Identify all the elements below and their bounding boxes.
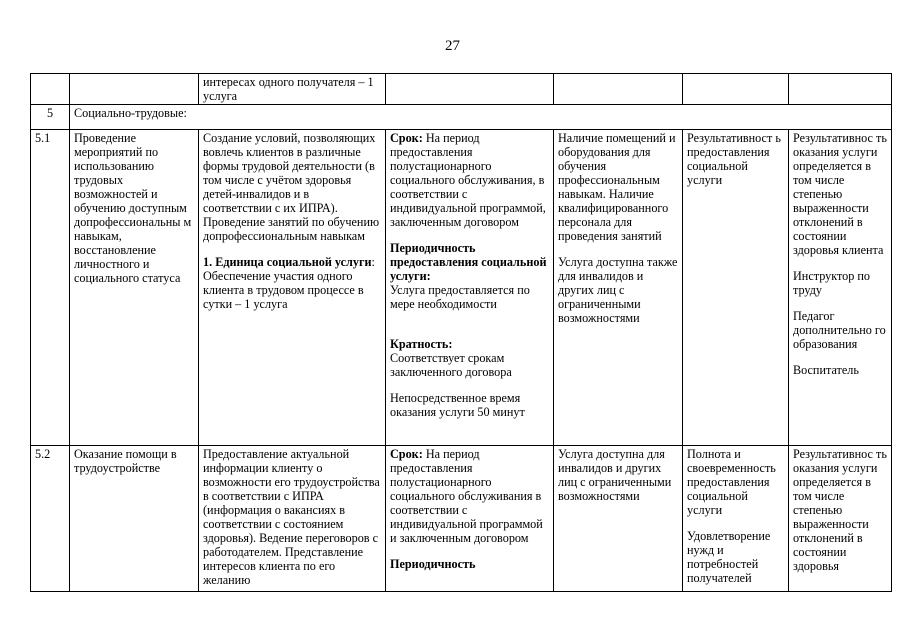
service-conditions [554,130,683,446]
service-terms [386,130,554,446]
service-indicators [683,130,789,446]
service-name-text: Оказание помощи в трудоустройстве [74,447,177,475]
cell-empty [70,74,199,105]
evaluation-3: Педагог дополнительно го образования [793,309,886,351]
indicators-text: Результативност ь предоставления социальной услуги [687,131,781,187]
indicators-2: Удовлетворение нужд и потребностей получателей [687,529,771,585]
row-number: 5.2 [31,446,70,592]
cell-empty [683,74,789,105]
service-indicators [683,446,789,592]
service-name [70,446,199,592]
indicators-1: Полнота и своевременность предоставления социальной услуги [687,447,776,517]
cell-empty [554,74,683,105]
section-title: Социально-трудовые: [70,105,892,130]
cell-empty [789,74,892,105]
evaluation-4: Воспитатель [793,363,859,377]
table-row-continuation [31,74,892,105]
periodicity-text: Услуга предоставляется по мере необходимости [390,283,530,311]
service-terms [386,446,554,592]
service-name-text: Проведение мероприятий по использованию трудовых возможностей и обучению доступным допрофессиональны м навыкам, восстановление личностного и социального статуса [74,131,192,285]
term: Срок: На период предоставления полустационарного социального обслуживания в соответствии с индивидуальной программой и заключенным договором [390,447,543,545]
duration-text: Непосредственное время оказания услуги 50 минут [390,391,525,419]
service-content [199,130,386,446]
multiplicity-text: Соответствует срокам заключенного договора [390,351,512,379]
multiplicity-label: Кратность: [390,337,453,351]
conditions-text: Услуга доступна для инвалидов и других лиц с ограниченными возможностями [558,447,672,503]
service-evaluation [789,130,892,446]
content-text: Предоставление актуальной информации клиенту о возможности его трудоустройства в соответствии с ИПРА (информация о вакансиях в соответствии с состоянием здоровья). Ведение переговоров с работодателем. Представление интересов клиента по его желанию [203,447,380,587]
table-row-5-1 [31,130,892,446]
conditions-1: Наличие помещений и оборудования для обучения профессиональным навыкам. Наличие квалифицированного персонала для проведения занятий [558,131,676,243]
periodicity-label: Периодичность [390,557,476,571]
evaluation-1: Результативнос ть оказания услуги определяется в том числе степенью выраженности отклонений в состоянии здоровья клиента [793,131,887,257]
term: Срок: На период предоставления полустационарного социального обслуживания, в соответствии с индивидуальной программой, заключенным договором [390,131,546,229]
unit-text: Обеспечение участия одного клиента в трудовом процессе в сутки – 1 услуга [203,269,364,311]
cell-empty [31,74,70,105]
periodicity-label: Периодичность предоставления социальной услуги: [390,241,547,283]
table-row-5-2 [31,446,892,592]
unit-heading: 1. Единица социальной услуги: [203,255,375,269]
row-number: 5.1 [31,130,70,446]
continued-text: интересах одного получателя – 1 услуга [203,75,374,103]
evaluation-2: Инструктор по труду [793,269,871,297]
page-number: 27 [445,38,460,54]
evaluation-text: Результативнос ть оказания услуги определяется в том числе степенью выраженности отклонений в состоянии здоровья [793,447,887,573]
section-number: 5 [31,105,70,130]
service-evaluation [789,446,892,592]
service-name [70,130,199,446]
cell-continued-text [199,74,386,105]
service-conditions [554,446,683,592]
services-table [30,73,892,592]
service-content [199,446,386,592]
cell-empty [386,74,554,105]
section-row [31,105,892,130]
content-intro: Создание условий, позволяющих вовлечь клиентов в различные формы трудовой деятельности (в том числе с учётом здоровья детей-инвалидов и в соответствии с их ИПРА). Проведение занятий по обучению допрофессиональным навыкам [203,131,380,243]
conditions-2: Услуга доступна также для инвалидов и других лиц с ограниченными возможностями [558,255,678,325]
